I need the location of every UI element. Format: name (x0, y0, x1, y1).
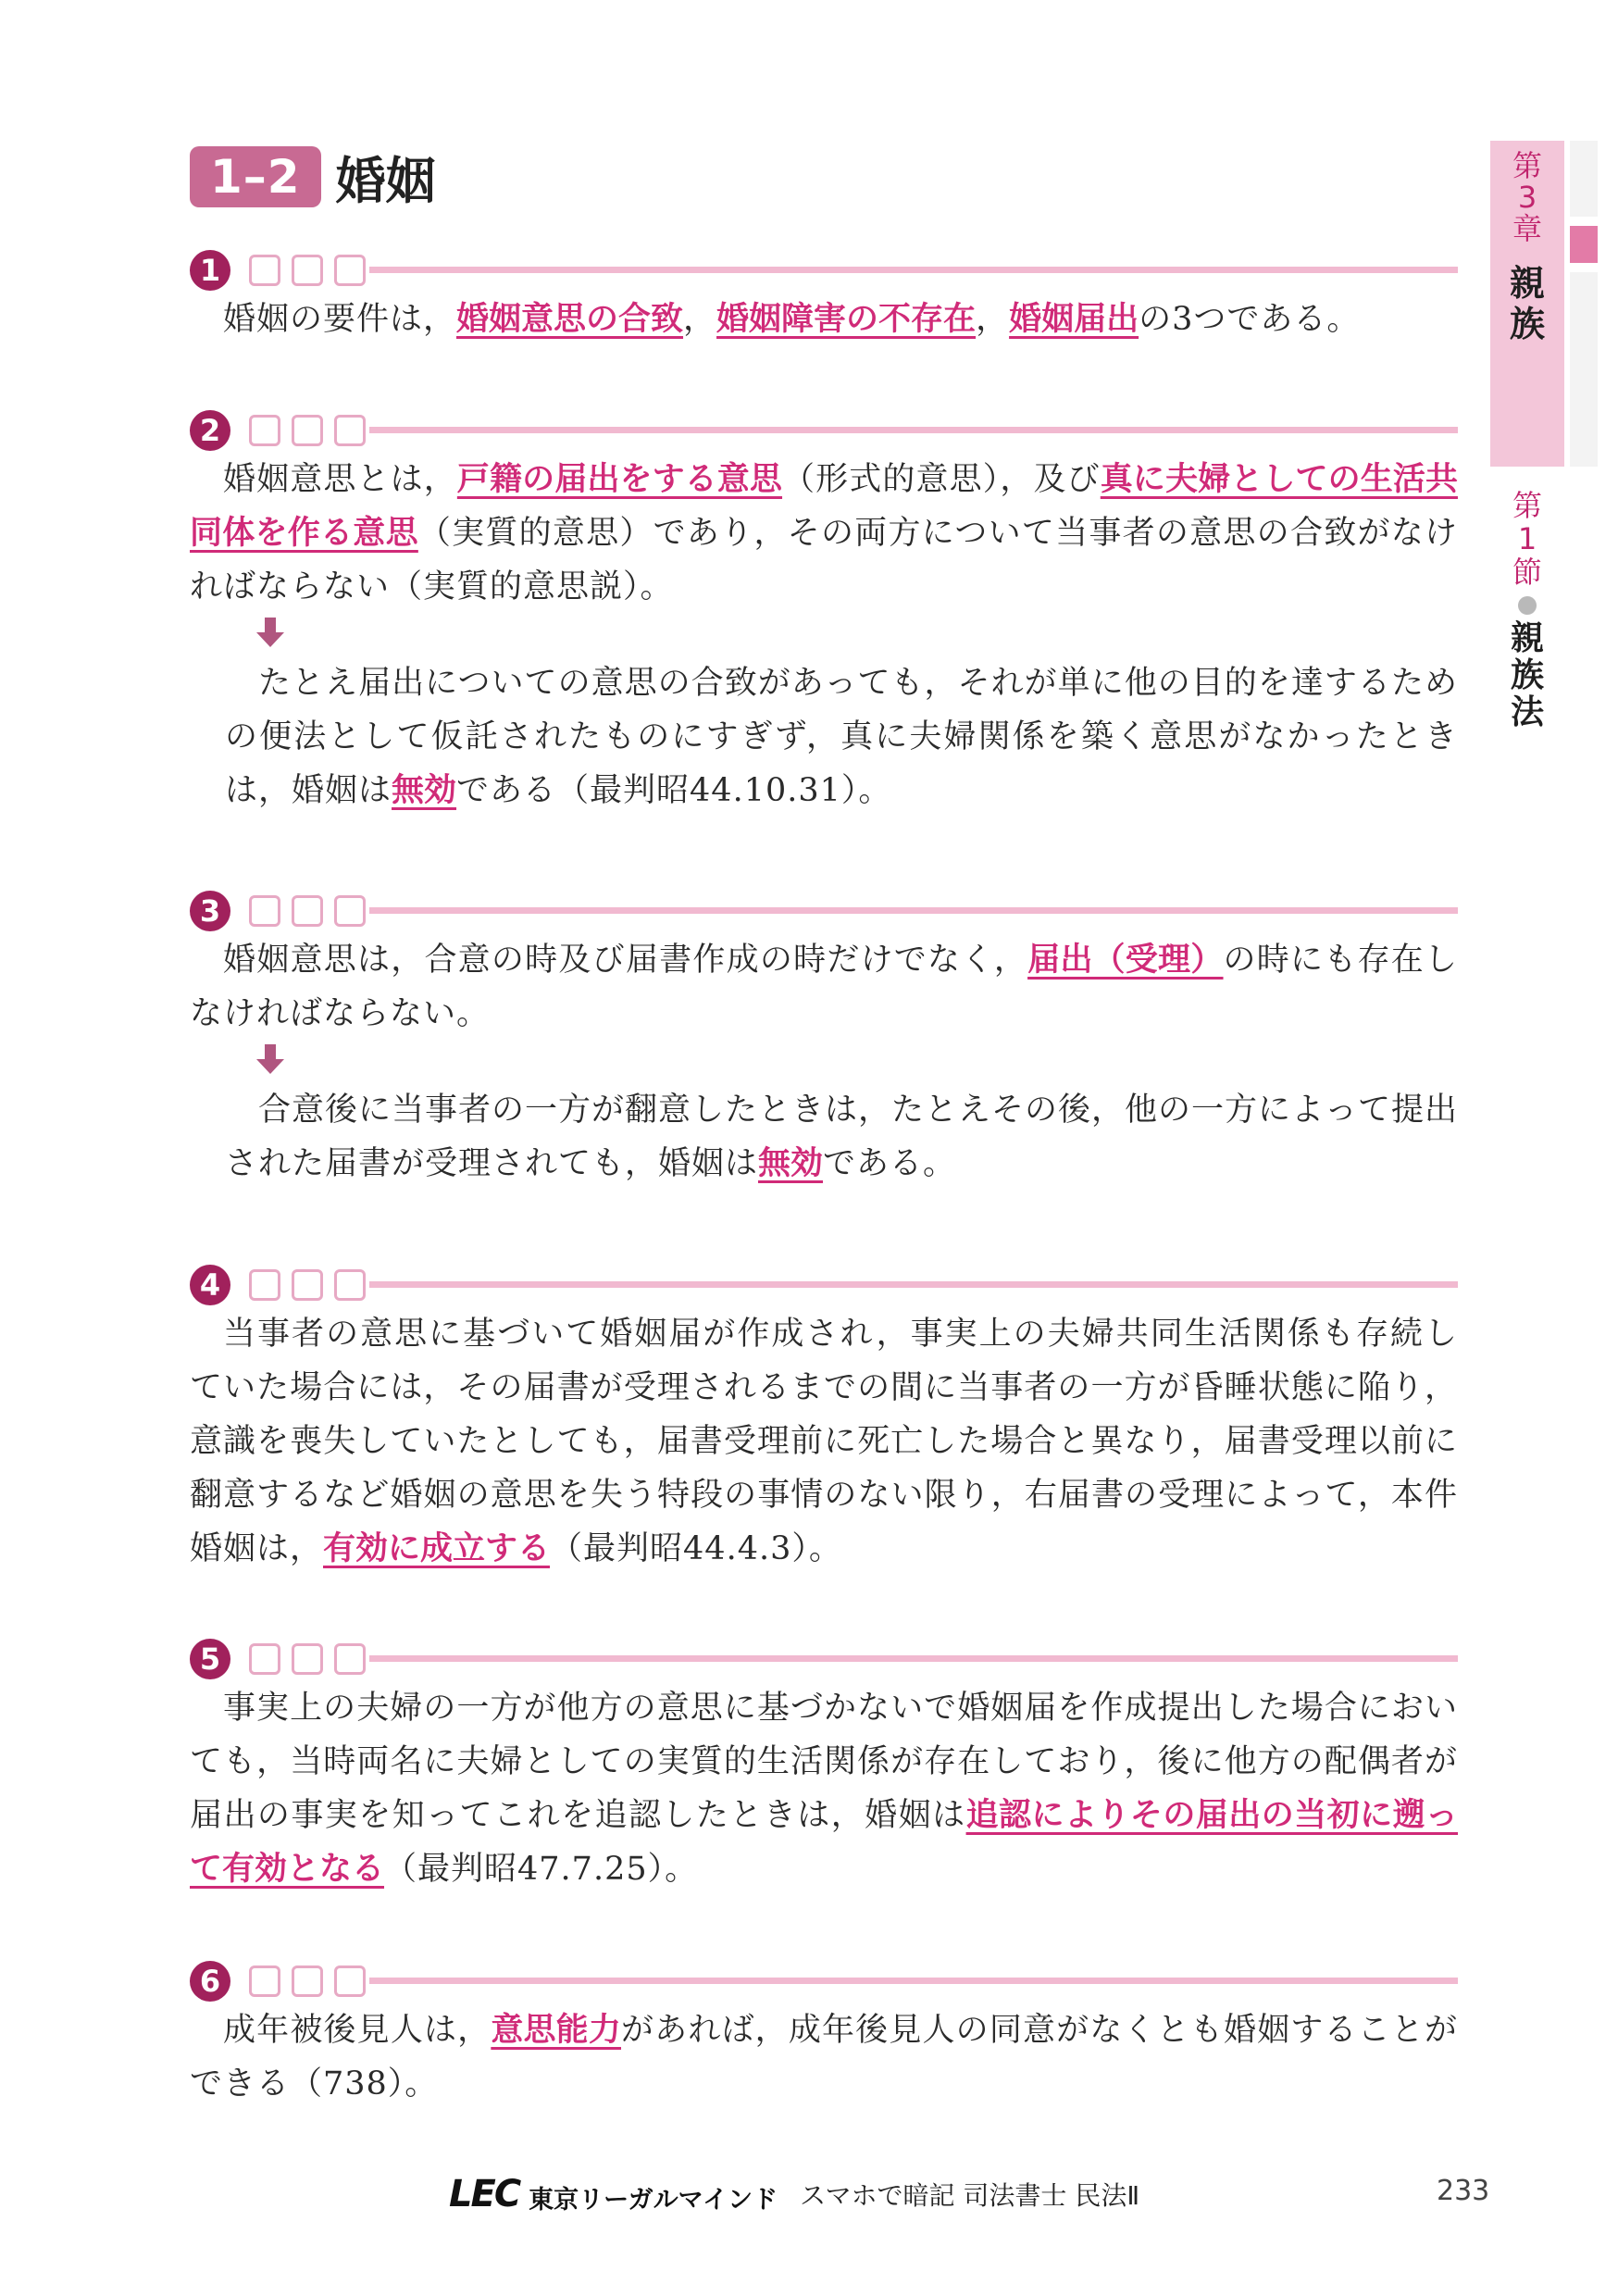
question-number-badge: 3 (190, 891, 230, 931)
section-header (190, 146, 436, 210)
question-header (190, 410, 1458, 451)
review-checkbox[interactable] (334, 255, 366, 286)
question-header (190, 1961, 1458, 2002)
chapter-label-char: 3 (1517, 180, 1537, 215)
logo-mark: LEC (449, 2173, 520, 2215)
body-text: 事実上の夫婦の一方が他方の意思に基づかないで婚姻届を作成提出した場合においても，当時両名に夫婦としての実質的生活関係が存在しており，後に他方の配偶者が届出の事実を知ってこれを追認したときは，婚姻は (190, 1690, 1458, 1834)
section-label-char: 第 (1512, 488, 1542, 523)
question-block-2 (190, 410, 1458, 817)
body-text: 婚姻意思とは， (223, 461, 457, 498)
chapter-side-tab (1490, 141, 1564, 467)
review-checkbox[interactable] (292, 415, 323, 446)
review-checkbox[interactable] (292, 1965, 323, 1997)
page-number: 233 (1437, 2175, 1490, 2207)
statement-text (190, 933, 1458, 1041)
statement-text (190, 453, 1458, 614)
publisher-name: 東京リーガルマインド (529, 2186, 778, 2215)
question-header (190, 1639, 1458, 1679)
key-term: 届出（受理） (1027, 942, 1224, 979)
review-checkbox[interactable] (292, 1269, 323, 1301)
book-title: スマホで暗記 司法書士 民法Ⅱ (800, 2180, 1140, 2211)
review-checkbox[interactable] (334, 415, 366, 446)
section-number: 1–2 (190, 146, 321, 207)
key-term: 追認によりその届出の当初に遡って有効となる (190, 1797, 1458, 1888)
key-term: 無効 (758, 1145, 824, 1182)
chapter-name-char: 親 (1509, 263, 1545, 304)
down-arrow-icon (256, 614, 1458, 656)
body-text: である（最判昭44.10.31）。 (456, 772, 892, 809)
review-checkbox[interactable] (249, 1643, 280, 1675)
question-rule (369, 1655, 1458, 1662)
body-text: ， (976, 301, 1010, 338)
footer (449, 2171, 1139, 2217)
key-term: 戸籍の届出をする意思 (456, 461, 783, 498)
body-text: 成年被後見人は， (223, 2012, 492, 2049)
key-term: 意思能力 (491, 2012, 621, 2049)
publisher-logo (449, 2173, 778, 2215)
question-header (190, 1265, 1458, 1305)
question-rule (369, 427, 1458, 433)
question-block-1 (190, 250, 1458, 346)
question-header (190, 250, 1458, 291)
key-term: 婚姻届出 (1009, 301, 1139, 338)
section-name-char: 法 (1510, 693, 1544, 731)
section-name-char: 族 (1510, 656, 1544, 694)
body-text: （最判昭47.7.25）。 (384, 1851, 699, 1888)
body-text: （最判昭44.4.3）。 (550, 1530, 842, 1567)
question-block-5 (190, 1639, 1458, 1896)
explanation-text (225, 1083, 1458, 1191)
question-rule (369, 1281, 1458, 1288)
down-arrow-icon (256, 1041, 1458, 1083)
body-text: 当事者の意思に基づいて婚姻届が作成され，事実上の夫婦共同生活関係も存続していた場合には，その届書が受理されるまでの間に当事者の一方が昏睡状態に陥り，意識を喪失していたとしても，届書受理前に死亡した場合と異なり，届書受理以前に翻意するなど婚姻の意思を失う特段の事情のない限り，右届書の受理によって，本件婚姻は， (190, 1316, 1458, 1567)
body-text: （形式的意思），及び (782, 461, 1101, 498)
question-number-badge: 5 (190, 1639, 230, 1679)
section-side-label (1490, 489, 1564, 731)
body-text: 婚姻意思は，合意の時及び届書作成の時だけでなく， (223, 942, 1028, 979)
section-label-char: 1 (1517, 521, 1537, 556)
section-label-char: 節 (1512, 555, 1542, 590)
statement-text (190, 1681, 1458, 1896)
explanation-text (225, 656, 1458, 817)
key-term: 真に夫婦としての生活共同体を作る意思 (190, 461, 1458, 552)
question-block-6 (190, 1961, 1458, 2111)
review-checkbox[interactable] (249, 1965, 280, 1997)
chapter-label-char: 章 (1512, 211, 1542, 246)
statement-text (190, 1307, 1458, 1576)
section-name-char: 親 (1510, 619, 1544, 657)
review-checkbox[interactable] (249, 415, 280, 446)
question-rule (369, 907, 1458, 914)
chapter-tab (1490, 141, 1564, 467)
chapter-name (1490, 263, 1564, 344)
chapter-label-char: 第 (1512, 148, 1542, 183)
question-block-3 (190, 891, 1458, 1191)
review-checkbox[interactable] (334, 1269, 366, 1301)
tab-strip (1570, 141, 1598, 217)
statement-text (190, 2003, 1458, 2111)
chapter-name-char: 族 (1509, 304, 1545, 344)
body-text: （実質的意思）であり，その両方について当事者の意思の合致がなければならない（実質的意思説）。 (190, 515, 1458, 605)
review-checkbox[interactable] (249, 895, 280, 927)
separator-dot-icon (1518, 596, 1537, 615)
question-block-4 (190, 1265, 1458, 1576)
body-text: があれば，成年後見人の同意がなくとも婚姻することができる（738）。 (190, 2012, 1458, 2103)
statement-text (190, 293, 1458, 346)
body-text: である。 (823, 1145, 957, 1182)
review-checkbox[interactable] (292, 1643, 323, 1675)
review-checkbox[interactable] (334, 895, 366, 927)
tab-strip (1570, 272, 1598, 467)
body-text: 合意後に当事者の一方が翻意したときは，たとえその後，他の一方によって提出された届書が受理されても，婚姻は (225, 1092, 1459, 1182)
key-term: 有効に成立する (323, 1530, 551, 1567)
review-checkbox[interactable] (334, 1965, 366, 1997)
tab-strip-active (1570, 226, 1598, 263)
body-text: 婚姻の要件は， (223, 301, 457, 338)
question-number-badge: 1 (190, 250, 230, 291)
review-checkbox[interactable] (249, 1269, 280, 1301)
review-checkbox[interactable] (292, 895, 323, 927)
question-rule (369, 267, 1458, 273)
key-term: 婚姻意思の合致 (456, 301, 684, 338)
chapter-label (1490, 150, 1564, 244)
question-number-badge: 2 (190, 410, 230, 451)
question-number-badge: 4 (190, 1265, 230, 1305)
review-checkbox[interactable] (292, 255, 323, 286)
body-text: ， (683, 301, 717, 338)
body-text: の時にも存在しなければならない。 (190, 942, 1458, 1032)
review-checkbox[interactable] (334, 1643, 366, 1675)
key-term: 婚姻障害の不存在 (716, 301, 977, 338)
body-text: の3つである。 (1139, 301, 1361, 338)
section-title: 婚姻 (335, 151, 436, 210)
question-header (190, 891, 1458, 931)
review-checkbox[interactable] (249, 255, 280, 286)
question-rule (369, 1978, 1458, 1984)
key-term: 無効 (392, 772, 457, 809)
body-text: たとえ届出についての意思の合致があっても，それが単に他の目的を達するための便法として仮託されたものにすぎず，真に夫婦関係を築く意思がなかったときは，婚姻は (225, 665, 1458, 809)
question-number-badge: 6 (190, 1961, 230, 2002)
